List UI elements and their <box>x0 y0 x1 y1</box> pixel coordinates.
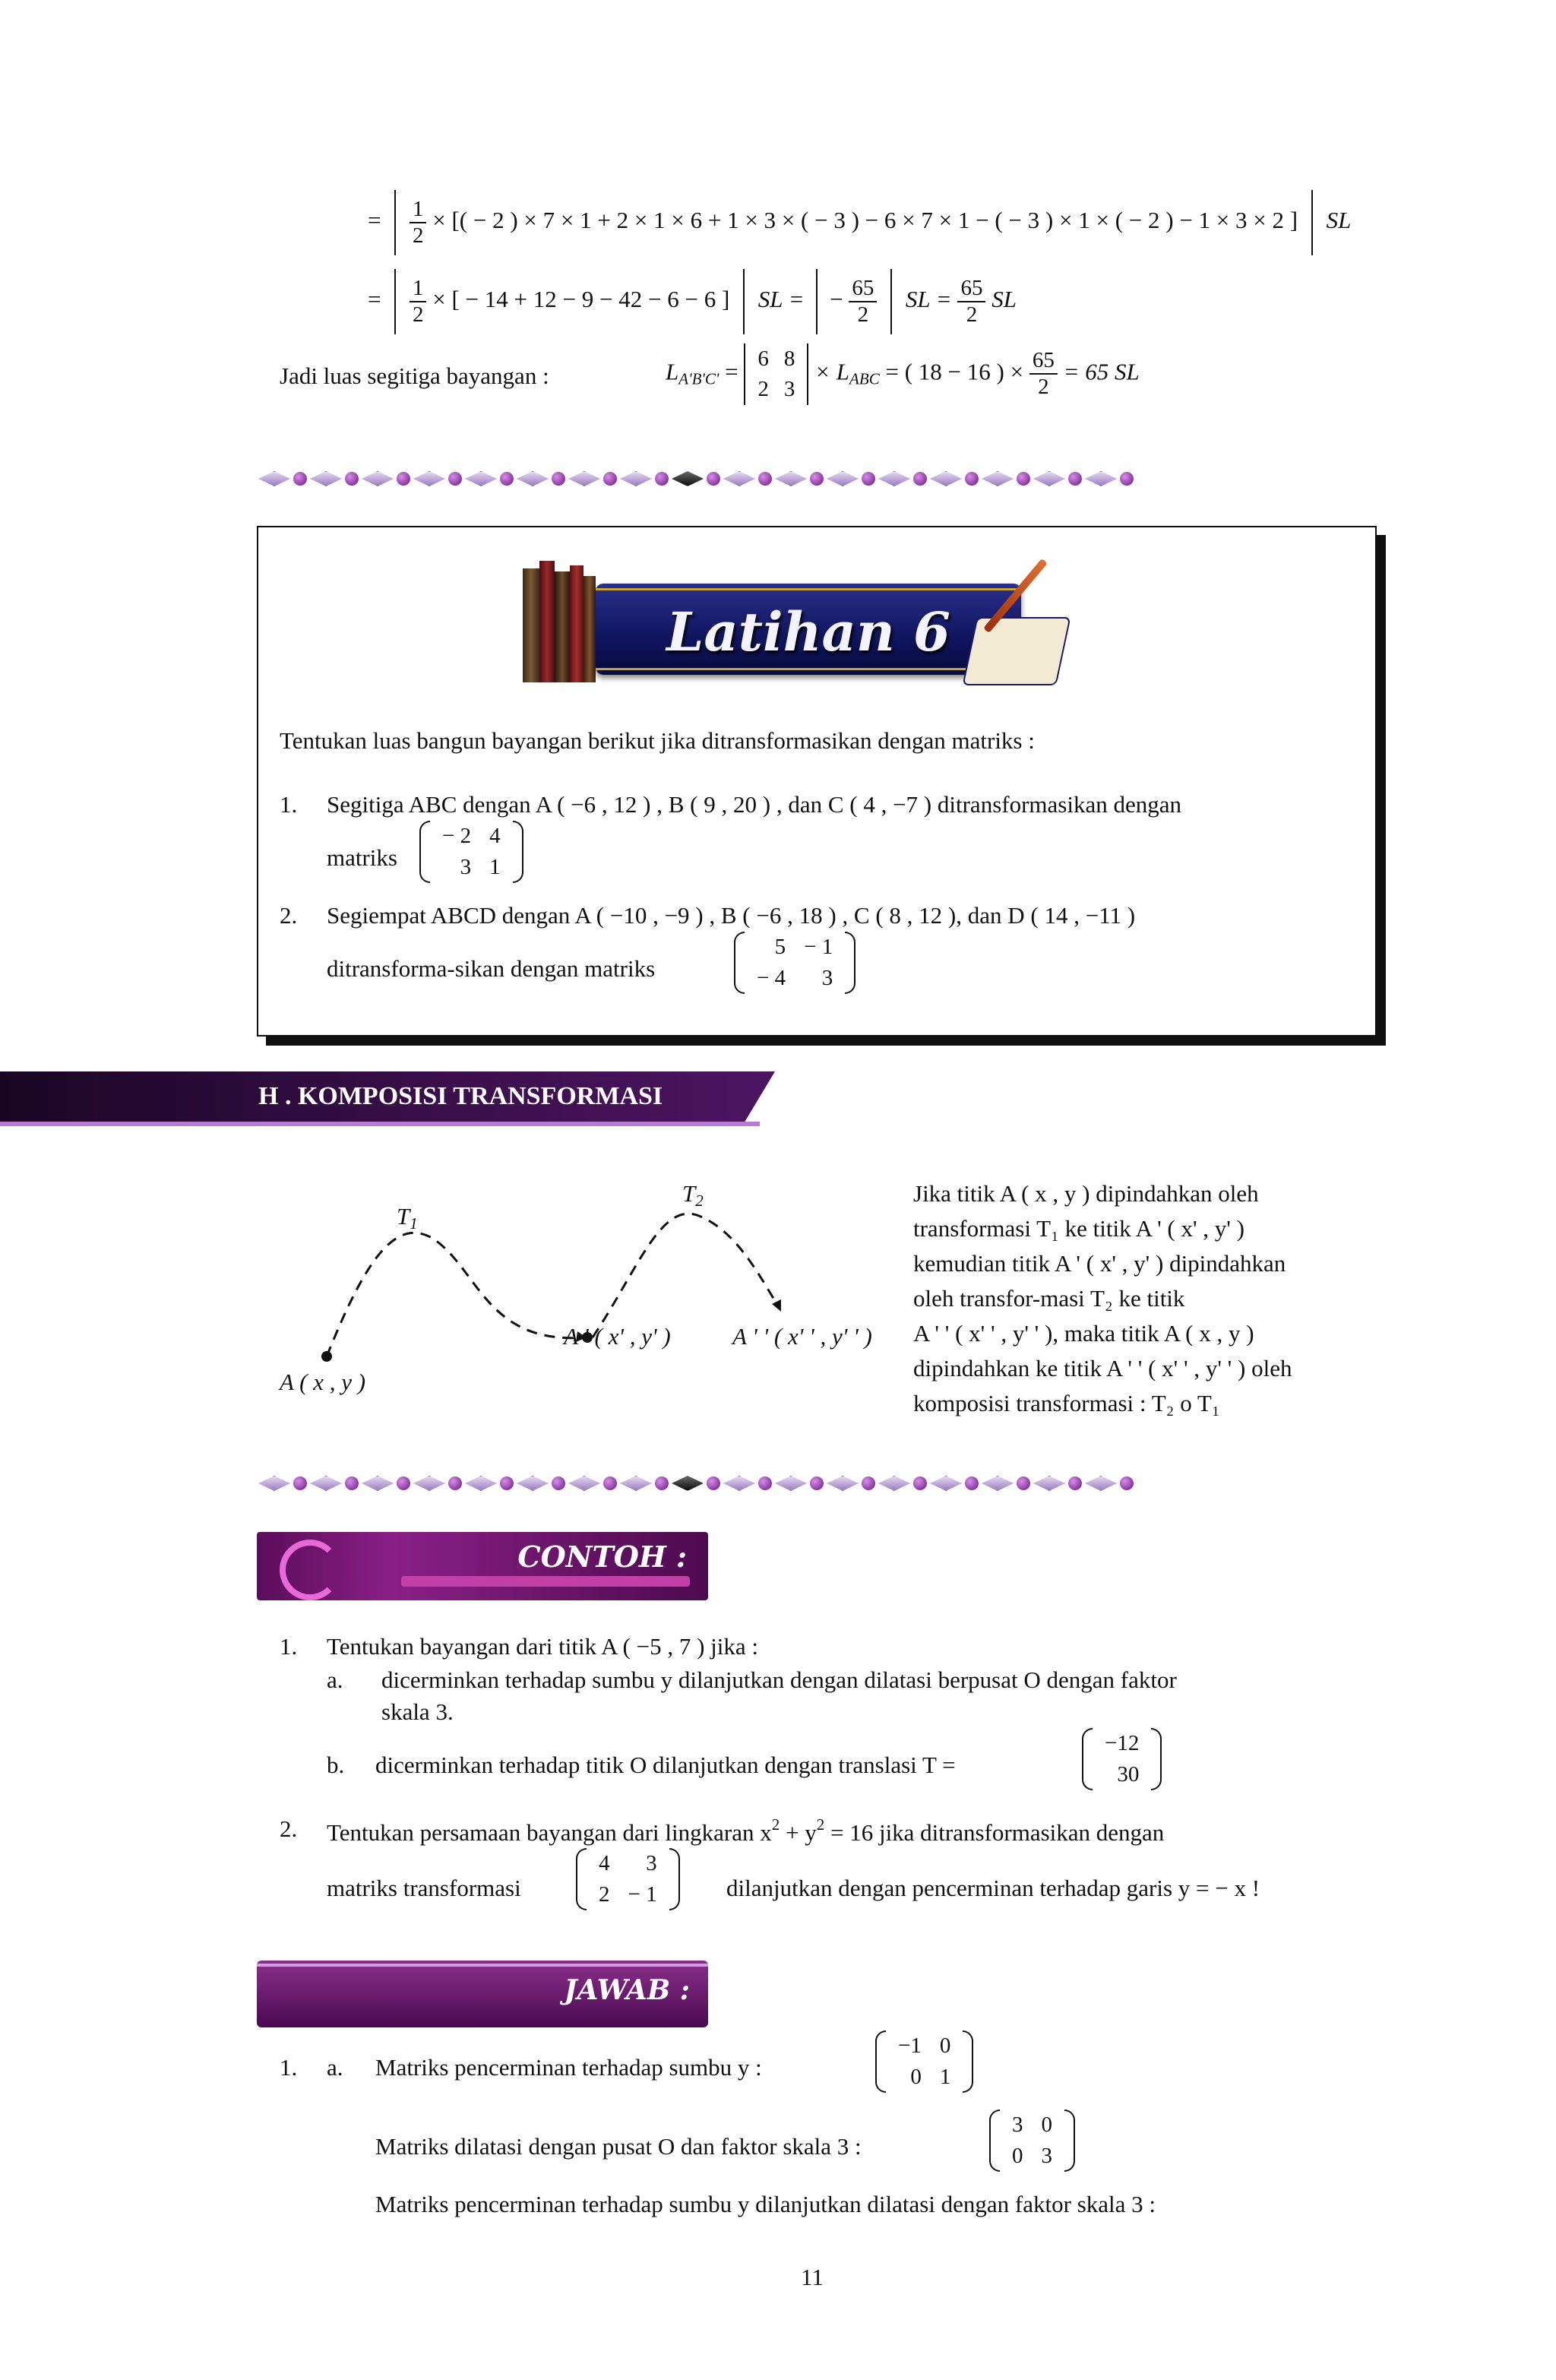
matrix-cell: 0 <box>1012 2144 1023 2168</box>
matrix-cell: − 1 <box>804 935 833 959</box>
contoh-label: CONTOH : <box>517 1540 687 1574</box>
diamond-bead-icon <box>672 471 704 486</box>
question-number: 2. <box>280 1815 298 1842</box>
bead-divider <box>258 465 1375 492</box>
question-number: 1. <box>280 1633 298 1660</box>
round-bead-icon <box>397 472 410 486</box>
diamond-bead-icon <box>1085 1476 1117 1491</box>
round-bead-icon <box>707 1476 720 1490</box>
round-bead-icon <box>655 1476 669 1490</box>
times-l: × L <box>814 358 850 385</box>
diamond-bead-icon <box>827 1476 859 1491</box>
diamond-bead-icon <box>723 1476 755 1491</box>
matrix-label: matriks transformasi <box>327 1875 521 1901</box>
diamond-bead-icon <box>258 1476 290 1491</box>
abs-bar <box>890 269 892 334</box>
equals-sign: = <box>725 358 745 385</box>
half-fraction: $\frac{1}{2}$ <box>410 197 427 249</box>
explain-line: Jika titik A ( x , y ) dipindahkan oleh <box>913 1180 1259 1207</box>
det-cell: 6 <box>757 347 769 371</box>
sl-equals: SL = <box>757 286 811 313</box>
round-bead-icon <box>862 472 875 486</box>
diamond-bead-icon <box>878 471 910 486</box>
round-bead-icon <box>758 472 772 486</box>
vector-cell: 30 <box>1117 1762 1140 1787</box>
conclusion-formula <box>666 343 1140 405</box>
round-bead-icon <box>1068 472 1082 486</box>
calc-line-1 <box>368 190 1351 255</box>
diamond-bead-icon <box>775 1476 807 1491</box>
explain-line: kemudian titik A ' ( x' , y' ) dipindahkan <box>913 1250 1286 1277</box>
diamond-bead-icon <box>465 471 497 486</box>
matrix-cell: −1 <box>898 2033 922 2058</box>
diamond-bead-icon <box>1033 1476 1065 1491</box>
matrix-cell: − 2 <box>442 824 472 848</box>
matrix-cell: 3 <box>1041 2144 1052 2168</box>
path-t1 <box>327 1233 585 1356</box>
matrix-cell: 3 <box>1012 2113 1023 2137</box>
diamond-bead-icon <box>465 1476 497 1491</box>
diamond-bead-icon <box>517 471 549 486</box>
contoh-banner <box>257 1532 708 1600</box>
round-bead-icon <box>810 1476 824 1490</box>
matrix-cell: 3 <box>821 966 833 990</box>
l-subscript: A'B'C' <box>678 369 719 388</box>
diamond-bead-icon <box>930 471 962 486</box>
subquestion-letter: b. <box>327 1752 345 1778</box>
fraction-65-2: $\frac{65}{2}$ <box>849 276 877 328</box>
equals-sign: = <box>368 286 387 313</box>
diamond-bead-icon <box>827 471 859 486</box>
round-bead-icon <box>1017 1476 1030 1490</box>
round-bead-icon <box>913 1476 927 1490</box>
half-fraction: $\frac{1}{2}$ <box>410 276 427 328</box>
matrix-cell: 4 <box>599 1851 610 1875</box>
round-bead-icon <box>1017 472 1030 486</box>
arrowhead-icon <box>772 1299 781 1312</box>
abs-bar <box>394 190 396 255</box>
diamond-bead-icon <box>310 1476 342 1491</box>
label-a-double-prime: A ' ' ( x' ' , y' ' ) <box>732 1323 872 1350</box>
banner-trim <box>257 1964 708 1967</box>
latihan-item-2-text: Segiempat ABCD dengan A ( −10 , −9 ) , B ( −6 , 18 ) , C ( 8 , 12 ), dan D ( 14 , −11 ) <box>327 902 1136 929</box>
path-t2 <box>593 1214 779 1337</box>
point-a <box>321 1351 332 1362</box>
abs-bar <box>1311 190 1313 255</box>
latihan-item-1-text: Segitiga ABC dengan A ( −6 , 12 ) , B ( 9 , 20 ) , dan C ( 4 , −7 ) ditransformasikan dengan <box>327 791 1181 818</box>
explain-line: komposisi transformasi : T₂ o T₁ <box>913 1390 1220 1416</box>
diamond-bead-icon <box>620 1476 652 1491</box>
latihan-item-number: 1. <box>280 791 298 818</box>
reflection-matrix <box>875 2030 973 2093</box>
round-bead-icon <box>1120 472 1134 486</box>
matrix-cell: − 1 <box>628 1882 657 1907</box>
matrix-label: matriks <box>327 844 397 871</box>
transformation-matrix <box>576 1848 680 1910</box>
matrix-cell: 1 <box>939 2065 951 2089</box>
section-banner-underline <box>0 1122 760 1126</box>
explain-line: dipindahkan ke titik A ' ' ( x' ' , y' ' ) oleh <box>913 1355 1292 1381</box>
latihan-title: Latihan 6 <box>666 600 950 663</box>
abs-bar <box>743 269 745 334</box>
diamond-bead-icon <box>982 471 1014 486</box>
sl-equals: SL = <box>905 286 958 313</box>
latihan-header <box>517 561 1109 698</box>
calc-expression-1: × [( − 2 ) × 7 × 1 + 2 × 1 × 6 + 1 × 3 × ( − 3 ) − 6 × 7 × 1 − ( − 3 ) × 1 × ( − 2 ) − 1 × 3 × 2 ] <box>432 207 1298 234</box>
calc-line-2 <box>368 269 1017 334</box>
matrix-cell: 0 <box>910 2065 922 2089</box>
explain-line: oleh transfor-masi T₂ ke titik <box>913 1285 1185 1312</box>
round-bead-icon <box>552 472 565 486</box>
banner-trim <box>596 668 1021 670</box>
section-title: H . KOMPOSISI TRANSFORMASI <box>258 1082 663 1110</box>
diamond-bead-icon <box>310 471 342 486</box>
translation-vector <box>1082 1728 1162 1790</box>
matrix-cell: 5 <box>774 935 786 959</box>
calc-expression-2: × [ − 14 + 12 − 9 − 42 − 6 − 6 ] <box>432 286 730 313</box>
conclusion-label: Jadi luas segitiga bayangan : <box>280 362 549 389</box>
matrix-cell: 3 <box>460 855 472 879</box>
diamond-bead-icon <box>620 471 652 486</box>
latihan-matrix-2 <box>734 932 855 994</box>
matrix-cell: 3 <box>646 1851 657 1875</box>
minus-sign: − <box>830 286 843 313</box>
diamond-bead-icon <box>1085 471 1117 486</box>
fraction-65-2: $\frac{65}{2}$ <box>957 276 985 328</box>
book-icon <box>584 576 596 682</box>
question-1a-text-cont: skala 3. <box>381 1698 454 1725</box>
round-bead-icon <box>448 1476 462 1490</box>
answer-dilation-text: Matriks dilatasi dengan pusat O dan faktor skala 3 : <box>375 2133 862 2160</box>
round-bead-icon <box>810 472 824 486</box>
round-bead-icon <box>293 472 307 486</box>
diamond-bead-icon <box>568 1476 600 1491</box>
sl-unit: SL <box>991 286 1017 313</box>
matrix-cell: 0 <box>939 2033 951 2058</box>
round-bead-icon <box>603 1476 617 1490</box>
jawab-banner <box>257 1961 708 2027</box>
matrix-cell: − 4 <box>757 966 786 990</box>
diamond-bead-icon <box>930 1476 962 1491</box>
round-bead-icon <box>500 472 514 486</box>
book-icon <box>555 571 570 682</box>
fraction-65-2: $\frac{65}{2}$ <box>1029 348 1058 400</box>
round-bead-icon <box>500 1476 514 1490</box>
question-1a-text: dicerminkan terhadap sumbu y dilanjutkan dengan dilatasi berpusat O dengan faktor <box>381 1666 1177 1693</box>
diamond-bead-icon <box>672 1476 704 1491</box>
matrix-cell: 1 <box>489 855 501 879</box>
matrix-cell: 0 <box>1041 2113 1052 2137</box>
matrix-cell: 4 <box>489 824 501 848</box>
diamond-bead-icon <box>982 1476 1014 1491</box>
det-cell: 2 <box>757 377 769 402</box>
abs-bar <box>816 269 818 334</box>
round-bead-icon <box>552 1476 565 1490</box>
explain-line: transformasi T₁ ke titik A ' ( x' , y' ) <box>913 1215 1244 1242</box>
matrix-label: ditransforma-sikan dengan matriks <box>327 955 656 982</box>
l-symbol: L <box>666 358 679 385</box>
round-bead-icon <box>293 1476 307 1490</box>
label-t2: $T_2$ <box>682 1180 704 1210</box>
question-2-tail: dilanjutkan dengan pencerminan terhadap garis y = − x ! <box>726 1875 1260 1901</box>
notebook-icon <box>962 617 1071 685</box>
explain-line: A ' ' ( x' ' , y' ' ), maka titik A ( x , y ) <box>913 1320 1254 1347</box>
diamond-bead-icon <box>413 1476 445 1491</box>
vector-cell: −12 <box>1105 1731 1140 1755</box>
latihan-banner <box>596 584 1021 675</box>
calc-tail: = ( 18 − 16 ) × <box>885 358 1029 385</box>
subquestion-letter: a. <box>327 1666 343 1693</box>
composition-explanation <box>913 1176 1374 1421</box>
round-bead-icon <box>913 472 927 486</box>
calc-result: = 65 SL <box>1063 358 1140 385</box>
jawab-label: JAWAB : <box>564 1974 690 2006</box>
latihan-matrix-1 <box>419 821 523 883</box>
book-icon <box>570 565 584 682</box>
label-t1: $T_1$ <box>397 1203 418 1233</box>
sl-unit: SL <box>1326 207 1352 234</box>
det-cell: 3 <box>783 377 795 402</box>
det-cell: 8 <box>783 347 795 371</box>
swirl-icon <box>280 1540 340 1600</box>
banner-trim <box>596 588 1021 590</box>
round-bead-icon <box>655 472 669 486</box>
answer-letter: a. <box>327 2054 343 2081</box>
round-bead-icon <box>603 472 617 486</box>
matrix-cell: 2 <box>599 1882 610 1907</box>
diamond-bead-icon <box>362 1476 394 1491</box>
round-bead-icon <box>448 472 462 486</box>
answer-number: 1. <box>280 2054 298 2081</box>
answer-1a-text: Matriks pencerminan terhadap sumbu y : <box>375 2054 762 2081</box>
round-bead-icon <box>1068 1476 1082 1490</box>
diamond-bead-icon <box>568 471 600 486</box>
round-bead-icon <box>397 1476 410 1490</box>
diamond-bead-icon <box>413 471 445 486</box>
equals-sign: = <box>368 207 387 234</box>
question-2-text: Tentukan persamaan bayangan dari lingkaran $x^2 + y^2 = 16$ jika ditransformasikan dengan <box>327 1815 1165 1846</box>
round-bead-icon <box>862 1476 875 1490</box>
latihan-intro: Tentukan luas bangun bayangan berikut jika ditransformasikan dengan matriks : <box>280 727 1035 754</box>
determinant-6-8-2-3 <box>744 343 808 405</box>
diamond-bead-icon <box>723 471 755 486</box>
question-1-text: Tentukan bayangan dari titik A ( −5 , 7 ) jika : <box>327 1633 759 1660</box>
question-1b-text: dicerminkan terhadap titik O dilanjutkan dengan translasi T = <box>375 1752 956 1778</box>
diamond-bead-icon <box>362 471 394 486</box>
latihan-item-number: 2. <box>280 902 298 929</box>
banner-stripe <box>401 1576 690 1587</box>
bead-divider <box>258 1470 1375 1497</box>
diamond-bead-icon <box>1033 471 1065 486</box>
book-icon <box>539 561 555 682</box>
label-a: A ( x , y ) <box>280 1369 366 1395</box>
diamond-bead-icon <box>258 471 290 486</box>
label-a-prime: A ' ( x' , y' ) <box>564 1323 671 1350</box>
round-bead-icon <box>707 472 720 486</box>
round-bead-icon <box>345 472 359 486</box>
diamond-bead-icon <box>775 471 807 486</box>
round-bead-icon <box>965 1476 979 1490</box>
round-bead-icon <box>345 1476 359 1490</box>
diamond-bead-icon <box>517 1476 549 1491</box>
abs-bar <box>394 269 396 334</box>
l-abc-subscript: ABC <box>849 369 880 388</box>
round-bead-icon <box>1120 1476 1134 1490</box>
diamond-bead-icon <box>878 1476 910 1491</box>
book-icon <box>523 568 539 682</box>
round-bead-icon <box>965 472 979 486</box>
composition-diagram <box>274 1170 897 1413</box>
dilation-matrix <box>989 2109 1075 2172</box>
answer-composite-text: Matriks pencerminan terhadap sumbu y dilanjutkan dilatasi dengan faktor skala 3 : <box>375 2191 1156 2217</box>
page-number: 11 <box>801 2264 824 2290</box>
round-bead-icon <box>758 1476 772 1490</box>
